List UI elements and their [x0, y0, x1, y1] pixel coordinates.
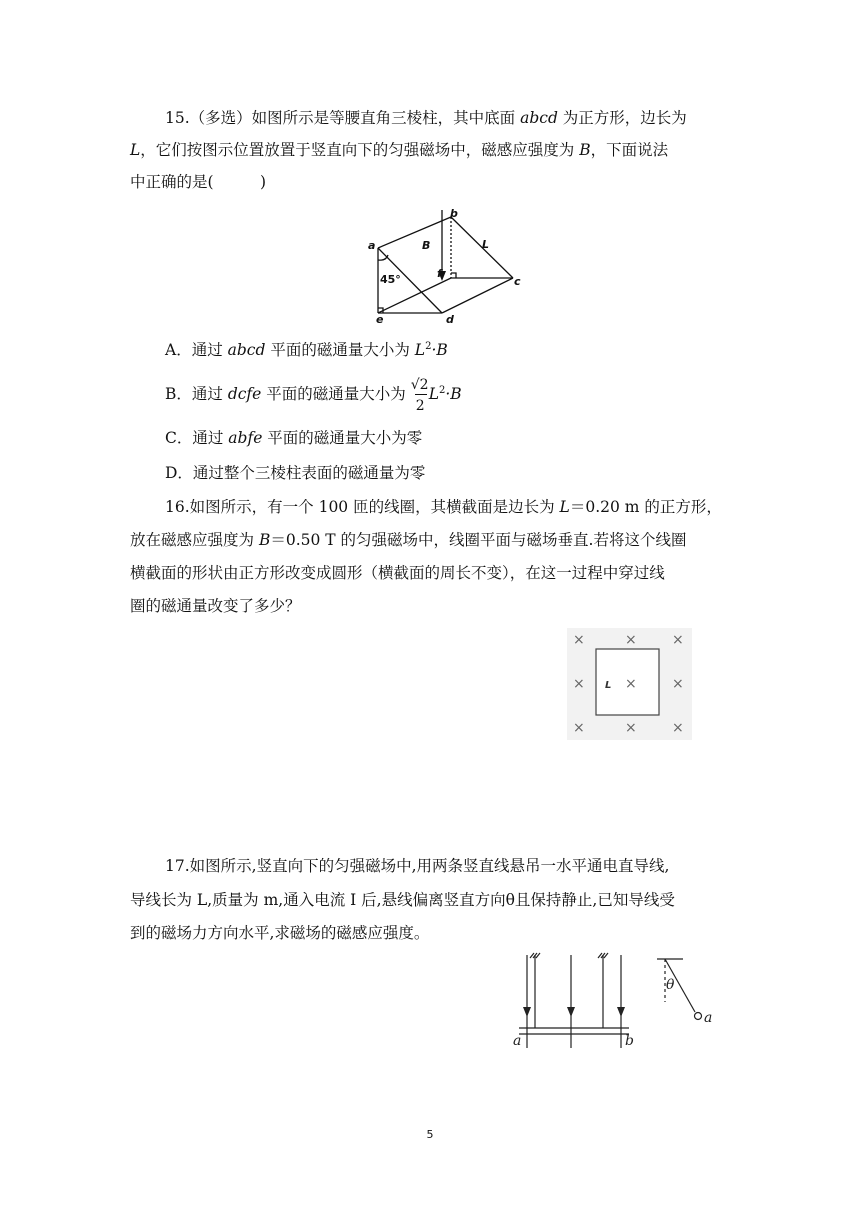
page-number: 5: [426, 1128, 434, 1141]
label-side-L: L: [482, 238, 490, 251]
side-wire-section: [695, 1013, 702, 1020]
field-cross-icon: ×: [573, 720, 585, 736]
opt-a-tail: ·B: [431, 341, 448, 359]
opt-b-plane: dcfe: [227, 385, 262, 403]
q16-text2b: ＝0.50 T 的匀强磁场中，线圈平面与磁场垂直.若将这个线圈: [270, 531, 687, 549]
q15-line-1: [165, 108, 687, 128]
opt-b-num: √2: [410, 377, 429, 393]
label-b-right: b: [625, 1033, 634, 1049]
right-angle-f: [451, 273, 456, 278]
q15-option-b: [165, 377, 462, 414]
fraction-bar: [415, 394, 427, 395]
q15-L: L: [130, 141, 141, 159]
field-cross-icon: ×: [672, 676, 684, 692]
q17-text3: 到的磁场力方向水平,求磁场的磁感应强度。: [130, 924, 430, 942]
opt-b-mid: 平面的磁通量大小为: [261, 385, 411, 403]
q15-prism-figure: [360, 205, 530, 330]
q16-line-3: [130, 563, 665, 583]
q15-line-2: [130, 140, 668, 160]
label-e: e: [376, 313, 384, 326]
q17-line-2: [130, 890, 675, 910]
opt-a-sup: 2: [425, 341, 432, 352]
opt-b-L: L: [428, 385, 439, 403]
opt-a-plane: abcd: [227, 341, 266, 359]
q15-line-3: [130, 172, 266, 192]
label-a-left: a: [513, 1033, 522, 1049]
label-theta: θ: [666, 977, 675, 993]
label-angle: 45°: [380, 273, 401, 286]
arrowhead-icon: [617, 1007, 625, 1017]
field-cross-icon: ×: [625, 632, 637, 648]
field-cross-icon: ×: [672, 720, 684, 736]
label-d: d: [446, 313, 454, 326]
field-cross-icon: ×: [672, 632, 684, 648]
label-a: a: [368, 239, 376, 252]
opt-b-pre: B．通过: [165, 385, 228, 403]
opt-a-L: L: [414, 341, 426, 359]
q15-text2b: ，下面说法: [590, 141, 669, 159]
q16-B: B: [258, 531, 271, 549]
opt-a-pre: A．通过: [165, 341, 228, 359]
opt-b-sup: 2: [439, 385, 446, 396]
q16-line-1: [165, 497, 722, 517]
arrowhead-icon: [523, 1007, 531, 1017]
q17-text2: 导线长为 L,质量为 m,通入电流 I 后,悬线偏离竖直方向θ且保持静止,已知导线受: [130, 891, 675, 909]
q16-L: L: [559, 498, 570, 516]
opt-c-pre: C．通过: [165, 429, 229, 447]
q15-option-a: [165, 340, 448, 360]
q16-text3: 横截面的形状由正方形改变成圆形（横截面的周长不变），在这一过程中穿过线: [130, 564, 665, 582]
label-c: c: [514, 275, 521, 288]
label-b: b: [450, 207, 458, 220]
opt-c-tail: 平面的磁通量大小为零: [262, 429, 423, 447]
q16-text4: 圈的磁通量改变了多少？: [130, 597, 301, 615]
q15-abcd: abcd: [520, 109, 558, 127]
label-a-side: a: [704, 1010, 713, 1026]
q16-text1a: 16.如图所示，有一个 100 匝的线圈，其横截面是边长为: [165, 498, 560, 516]
field-cross-icon: ×: [573, 632, 585, 648]
field-cross-icon: ×: [625, 676, 637, 692]
q16-line-4: [130, 596, 301, 616]
q15-option-c: [165, 428, 422, 448]
q15-text3: 中正确的是( ): [130, 173, 267, 191]
opt-b-den: 2: [415, 398, 425, 414]
q16-text2a: 放在磁感应强度为: [130, 531, 259, 549]
opt-b-tail: ·B: [445, 385, 462, 403]
arrowhead-icon: [567, 1007, 575, 1017]
q15-option-d: [165, 463, 425, 483]
q15-text-b: 为正方形，边长为: [557, 109, 687, 127]
q17-line-3: [130, 923, 429, 943]
coil-label-L: L: [605, 680, 612, 691]
label-field-B: B: [422, 239, 431, 252]
opt-d-text: D．通过整个三棱柱表面的磁通量为零: [165, 464, 426, 482]
opt-a-mid: 平面的磁通量大小为: [265, 341, 415, 359]
edge-dc: [442, 278, 513, 313]
field-cross-icon: ×: [625, 720, 637, 736]
q16-coil-figure: [567, 628, 692, 740]
q15-text: 15.（多选）如图所示是等腰直角三棱柱，其中底面: [165, 109, 521, 127]
q17-text1: 17.如图所示,竖直向下的匀强磁场中,用两条竖直线悬吊一水平通电直导线,: [165, 857, 670, 875]
q17-line-1: [165, 856, 669, 876]
opt-c-plane: abfe: [228, 429, 263, 447]
field-cross-icon: ×: [573, 676, 585, 692]
label-f: f: [437, 267, 442, 280]
q15-text2: ，它们按图示位置放置于竖直向下的匀强磁场中，磁感应强度为: [140, 141, 580, 159]
q16-line-2: [130, 530, 686, 550]
q16-text1b: ＝0.20 m 的正方形，: [569, 498, 722, 516]
opt-b-fraction: [410, 377, 429, 414]
q17-wire-figure: [505, 950, 730, 1050]
edge-ab: [378, 217, 451, 248]
q15-B: B: [579, 141, 591, 159]
